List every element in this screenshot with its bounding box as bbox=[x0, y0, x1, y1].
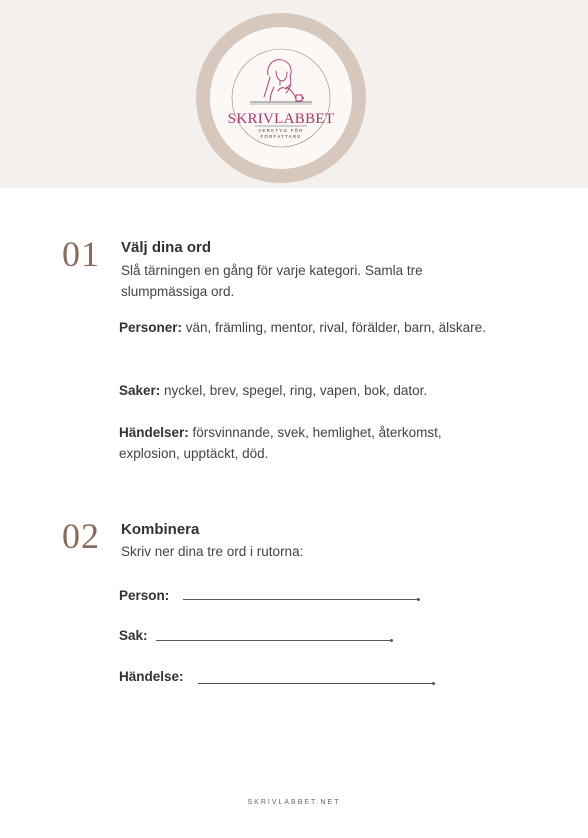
field-thing-line[interactable] bbox=[156, 640, 391, 641]
step-2-subtitle: Skriv ner dina tre ord i rutorna: bbox=[121, 544, 304, 559]
field-event-label: Händelse: bbox=[119, 669, 184, 684]
step-2-title: Kombinera bbox=[121, 521, 200, 538]
logo bbox=[210, 27, 352, 169]
footer-url: SKRIVLABBET.NET bbox=[247, 799, 341, 806]
logo-tagline-2: FÖRFATTARE bbox=[260, 134, 302, 139]
category-things bbox=[119, 380, 499, 401]
step-1-number: 01 bbox=[62, 234, 100, 274]
category-events bbox=[119, 422, 499, 464]
writer-illustration-icon bbox=[264, 60, 304, 101]
step-2-number: 02 bbox=[62, 516, 100, 556]
step-1-subtitle: Slå tärningen en gång för varje kategori. Samla tre slumpmässiga ord. bbox=[121, 263, 423, 299]
field-person-label: Person: bbox=[119, 588, 170, 603]
category-things-label: Saker: bbox=[119, 383, 161, 398]
field-person-line[interactable] bbox=[183, 599, 418, 600]
category-persons bbox=[119, 317, 499, 338]
category-persons-text: vän, främling, mentor, rival, förälder, barn, älskare. bbox=[182, 320, 486, 335]
category-things-text: nyckel, brev, spegel, ring, vapen, bok, dator. bbox=[160, 383, 428, 398]
logo-brand: SKRIVLABBET bbox=[227, 111, 335, 127]
logo-tagline-1: VERKTYG FÖR bbox=[258, 128, 304, 133]
category-events-text: försvinnande, svek, hemlighet, återkomst, explosion, upptäckt, död. bbox=[119, 425, 442, 461]
field-event-line[interactable] bbox=[198, 683, 433, 684]
step-1-title: Välj dina ord bbox=[121, 239, 212, 256]
field-thing-label: Sak: bbox=[119, 628, 148, 643]
category-persons-label: Personer: bbox=[119, 320, 183, 335]
category-events-label: Händelser: bbox=[119, 425, 189, 440]
